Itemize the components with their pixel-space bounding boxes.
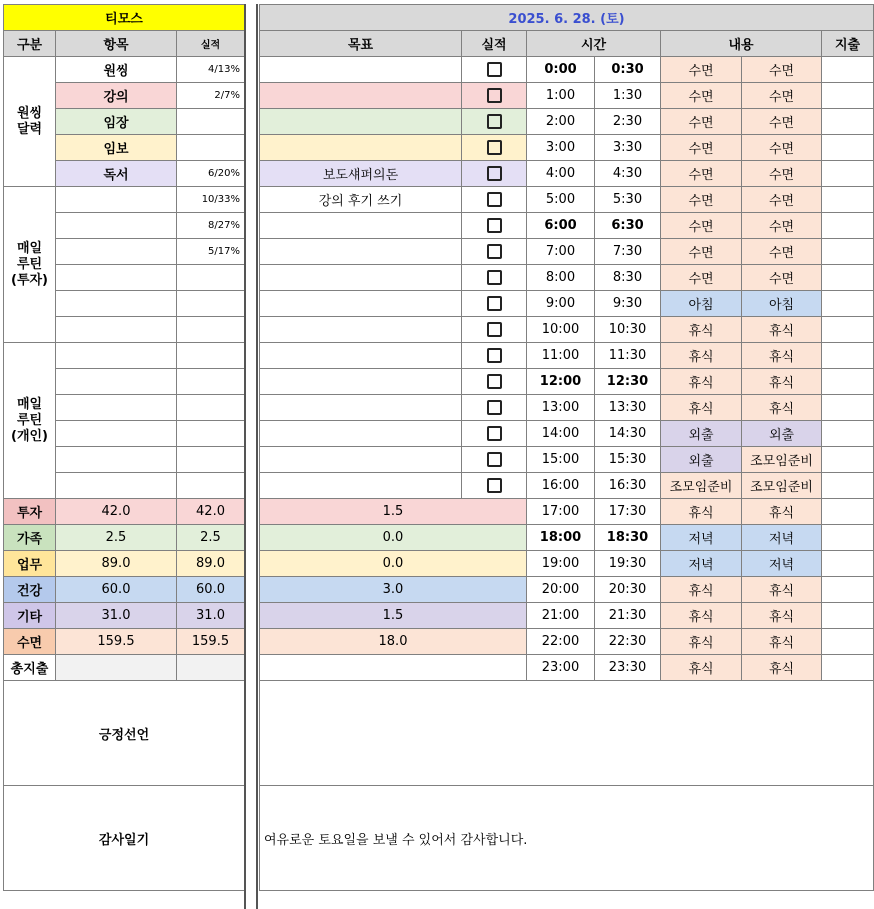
item-actual[interactable] xyxy=(177,421,245,447)
actual-checkbox-cell[interactable] xyxy=(462,447,527,473)
goal-cell[interactable] xyxy=(260,265,462,291)
item-actual[interactable] xyxy=(177,109,245,135)
content-cell[interactable]: 수면 xyxy=(742,239,822,265)
content-cell[interactable]: 휴식 xyxy=(661,395,742,421)
content-cell[interactable]: 외출 xyxy=(742,421,822,447)
time-half: 2:30 xyxy=(595,109,661,135)
content-cell[interactable]: 휴식 xyxy=(661,317,742,343)
time-half: 18:30 xyxy=(595,525,661,551)
checkbox-icon[interactable] xyxy=(487,374,502,389)
item-actual[interactable]: 5/17% xyxy=(177,239,245,265)
item-actual[interactable]: 6/20% xyxy=(177,161,245,187)
checkbox-icon[interactable] xyxy=(487,166,502,181)
content-cell[interactable]: 외출 xyxy=(661,447,742,473)
content-cell[interactable]: 휴식 xyxy=(742,395,822,421)
goal-cell[interactable] xyxy=(260,317,462,343)
expense-cell[interactable] xyxy=(822,161,874,187)
content-cell[interactable]: 수면 xyxy=(742,187,822,213)
goal-cell[interactable] xyxy=(260,473,462,499)
time-start: 1:00 xyxy=(527,83,595,109)
expense-cell[interactable] xyxy=(822,499,874,525)
content-cell[interactable]: 수면 xyxy=(742,83,822,109)
summary-label-family: 가족 xyxy=(4,525,56,551)
time-half: 11:30 xyxy=(595,343,661,369)
actual-checkbox-cell[interactable] xyxy=(462,135,527,161)
goal-cell[interactable] xyxy=(260,135,462,161)
header-time: 시간 xyxy=(527,31,661,57)
expense-cell[interactable] xyxy=(822,395,874,421)
summary-value: 42.0 xyxy=(177,499,245,525)
actual-checkbox-cell[interactable] xyxy=(462,395,527,421)
item-name[interactable] xyxy=(56,421,177,447)
content-cell[interactable]: 수면 xyxy=(661,57,742,83)
time-start: 3:00 xyxy=(527,135,595,161)
expense-cell[interactable] xyxy=(822,525,874,551)
goal-cell[interactable] xyxy=(260,57,462,83)
time-half: 0:30 xyxy=(595,57,661,83)
expense-cell[interactable] xyxy=(822,369,874,395)
content-cell[interactable]: 휴식 xyxy=(661,343,742,369)
content-cell[interactable]: 휴식 xyxy=(742,317,822,343)
item-name[interactable] xyxy=(56,265,177,291)
time-start: 0:00 xyxy=(527,57,595,83)
actual-checkbox-cell[interactable] xyxy=(462,421,527,447)
right-panel-table xyxy=(259,4,874,891)
panel-title: 티모스 xyxy=(4,5,245,31)
expense-cell[interactable] xyxy=(822,447,874,473)
actual-checkbox-cell[interactable] xyxy=(462,109,527,135)
summary-value: 159.5 xyxy=(56,629,177,655)
item-actual[interactable]: 10/33% xyxy=(177,187,245,213)
time-half: 12:30 xyxy=(595,369,661,395)
summary-value: 31.0 xyxy=(56,603,177,629)
total-expense-value[interactable] xyxy=(177,655,245,681)
checkbox-icon[interactable] xyxy=(487,400,502,415)
content-cell[interactable]: 수면 xyxy=(661,109,742,135)
item-name[interactable] xyxy=(56,291,177,317)
checkbox-icon[interactable] xyxy=(487,88,502,103)
time-half: 10:30 xyxy=(595,317,661,343)
content-cell[interactable]: 저녁 xyxy=(742,551,822,577)
checkbox-icon[interactable] xyxy=(487,218,502,233)
expense-cell[interactable] xyxy=(822,109,874,135)
content-cell[interactable]: 수면 xyxy=(742,109,822,135)
item-name[interactable] xyxy=(56,369,177,395)
summary-goal-value: 1.5 xyxy=(260,603,527,629)
expense-cell[interactable] xyxy=(822,629,874,655)
goal-cell[interactable] xyxy=(260,343,462,369)
item-actual[interactable] xyxy=(177,473,245,499)
content-cell[interactable]: 수면 xyxy=(661,213,742,239)
goal-cell[interactable]: 보도섀퍼의돈 xyxy=(260,161,462,187)
summary-goal-value: 1.5 xyxy=(260,499,527,525)
content-cell[interactable]: 수면 xyxy=(742,161,822,187)
content-cell[interactable]: 조모임준비 xyxy=(661,473,742,499)
time-half: 20:30 xyxy=(595,577,661,603)
time-half: 22:30 xyxy=(595,629,661,655)
item-actual[interactable] xyxy=(177,265,245,291)
checkbox-icon[interactable] xyxy=(487,348,502,363)
expense-cell[interactable] xyxy=(822,421,874,447)
checkbox-icon[interactable] xyxy=(487,296,502,311)
checkbox-icon[interactable] xyxy=(487,322,502,337)
goal-cell[interactable]: 강의 후기 쓰기 xyxy=(260,187,462,213)
time-half: 3:30 xyxy=(595,135,661,161)
content-cell[interactable]: 수면 xyxy=(742,57,822,83)
expense-cell[interactable] xyxy=(822,603,874,629)
content-cell[interactable]: 수면 xyxy=(661,265,742,291)
item-name[interactable]: 임보 xyxy=(56,135,177,161)
time-start: 19:00 xyxy=(527,551,595,577)
summary-label-other: 기타 xyxy=(4,603,56,629)
goal-cell[interactable] xyxy=(260,109,462,135)
goal-cell[interactable] xyxy=(260,291,462,317)
summary-value: 89.0 xyxy=(177,551,245,577)
expense-cell[interactable] xyxy=(822,317,874,343)
summary-label-sleep: 수면 xyxy=(4,629,56,655)
header-expense: 지출 xyxy=(822,31,874,57)
summary-value: 31.0 xyxy=(177,603,245,629)
goal-cell[interactable] xyxy=(260,83,462,109)
checkbox-icon[interactable] xyxy=(487,426,502,441)
date-header: 2025. 6. 28. (토) xyxy=(260,5,874,31)
content-cell[interactable]: 저녁 xyxy=(661,551,742,577)
time-start: 23:00 xyxy=(527,655,595,681)
expense-cell[interactable] xyxy=(822,291,874,317)
actual-checkbox-cell[interactable] xyxy=(462,343,527,369)
content-cell[interactable]: 저녁 xyxy=(742,525,822,551)
item-name[interactable] xyxy=(56,395,177,421)
actual-checkbox-cell[interactable] xyxy=(462,265,527,291)
time-half: 19:30 xyxy=(595,551,661,577)
item-name[interactable]: 독서 xyxy=(56,161,177,187)
actual-checkbox-cell[interactable] xyxy=(462,239,527,265)
expense-cell[interactable] xyxy=(822,83,874,109)
group-onething-calendar: 원씽 달력 xyxy=(4,57,56,187)
checkbox-icon[interactable] xyxy=(487,114,502,129)
actual-checkbox-cell[interactable] xyxy=(462,187,527,213)
item-actual[interactable]: 2/7% xyxy=(177,83,245,109)
time-start: 8:00 xyxy=(527,265,595,291)
goal-cell[interactable] xyxy=(260,239,462,265)
goal-cell[interactable] xyxy=(260,213,462,239)
item-name[interactable] xyxy=(56,343,177,369)
time-start: 6:00 xyxy=(527,213,595,239)
summary-value: 2.5 xyxy=(56,525,177,551)
content-cell[interactable]: 휴식 xyxy=(742,369,822,395)
content-cell[interactable]: 휴식 xyxy=(661,369,742,395)
goal-cell[interactable] xyxy=(260,447,462,473)
goal-cell[interactable] xyxy=(260,395,462,421)
time-start: 22:00 xyxy=(527,629,595,655)
item-actual[interactable] xyxy=(177,291,245,317)
content-cell[interactable]: 조모임준비 xyxy=(742,447,822,473)
content-cell[interactable]: 휴식 xyxy=(742,343,822,369)
time-half: 8:30 xyxy=(595,265,661,291)
content-cell[interactable]: 휴식 xyxy=(742,629,822,655)
content-cell[interactable]: 수면 xyxy=(661,239,742,265)
expense-cell[interactable] xyxy=(822,135,874,161)
total-expense-label: 총지출 xyxy=(4,655,56,681)
actual-checkbox-cell[interactable] xyxy=(462,57,527,83)
summary-goal-value: 0.0 xyxy=(260,525,527,551)
group-daily-routine-personal: 매일 루틴 (개인) xyxy=(4,343,56,499)
content-cell[interactable]: 수면 xyxy=(742,135,822,161)
item-name[interactable] xyxy=(56,473,177,499)
expense-cell[interactable] xyxy=(822,473,874,499)
content-cell[interactable]: 휴식 xyxy=(742,499,822,525)
time-start: 2:00 xyxy=(527,109,595,135)
header-item: 항목 xyxy=(56,31,177,57)
summary-value: 60.0 xyxy=(177,577,245,603)
time-half: 17:30 xyxy=(595,499,661,525)
expense-cell[interactable] xyxy=(822,655,874,681)
time-start: 14:00 xyxy=(527,421,595,447)
item-name[interactable] xyxy=(56,447,177,473)
total-expense-value[interactable] xyxy=(56,655,177,681)
actual-checkbox-cell[interactable] xyxy=(462,161,527,187)
actual-checkbox-cell[interactable] xyxy=(462,473,527,499)
time-half: 1:30 xyxy=(595,83,661,109)
expense-cell[interactable] xyxy=(822,213,874,239)
gratitude-label: 감사일기 xyxy=(4,786,245,891)
time-half: 7:30 xyxy=(595,239,661,265)
item-actual[interactable] xyxy=(177,317,245,343)
summary-label-work: 업무 xyxy=(4,551,56,577)
header-actual: 실적 xyxy=(462,31,527,57)
time-start: 18:00 xyxy=(527,525,595,551)
time-start: 15:00 xyxy=(527,447,595,473)
content-cell[interactable]: 조모임준비 xyxy=(742,473,822,499)
content-cell[interactable]: 수면 xyxy=(742,213,822,239)
content-cell[interactable]: 휴식 xyxy=(661,655,742,681)
content-cell[interactable]: 휴식 xyxy=(661,629,742,655)
expense-cell[interactable] xyxy=(822,577,874,603)
item-actual[interactable]: 4/13% xyxy=(177,57,245,83)
panel-divider xyxy=(244,4,258,909)
time-half: 16:30 xyxy=(595,473,661,499)
affirmation-label: 긍정선언 xyxy=(4,681,245,786)
content-cell[interactable]: 휴식 xyxy=(661,603,742,629)
item-name[interactable]: 강의 xyxy=(56,83,177,109)
item-actual[interactable] xyxy=(177,447,245,473)
goal-cell[interactable] xyxy=(260,421,462,447)
expense-cell[interactable] xyxy=(822,551,874,577)
expense-cell[interactable] xyxy=(822,265,874,291)
summary-value: 60.0 xyxy=(56,577,177,603)
summary-goal-value: 3.0 xyxy=(260,577,527,603)
time-start: 13:00 xyxy=(527,395,595,421)
summary-label-invest: 투자 xyxy=(4,499,56,525)
actual-checkbox-cell[interactable] xyxy=(462,83,527,109)
summary-value: 2.5 xyxy=(177,525,245,551)
summary-value: 42.0 xyxy=(56,499,177,525)
time-half: 13:30 xyxy=(595,395,661,421)
expense-cell[interactable] xyxy=(822,239,874,265)
time-half: 4:30 xyxy=(595,161,661,187)
left-panel-table xyxy=(3,4,245,891)
summary-goal-value: 0.0 xyxy=(260,551,527,577)
checkbox-icon[interactable] xyxy=(487,270,502,285)
group-daily-routine-invest: 매일 루틴 (투자) xyxy=(4,187,56,343)
content-cell[interactable]: 휴식 xyxy=(742,603,822,629)
time-half: 6:30 xyxy=(595,213,661,239)
time-start: 20:00 xyxy=(527,577,595,603)
time-start: 17:00 xyxy=(527,499,595,525)
gratitude-text[interactable]: 여유로운 토요일을 보낼 수 있어서 감사합니다. xyxy=(260,786,874,891)
checkbox-icon[interactable] xyxy=(487,140,502,155)
header-actual: 실적 xyxy=(177,31,245,57)
header-category: 구분 xyxy=(4,31,56,57)
time-start: 16:00 xyxy=(527,473,595,499)
time-start: 12:00 xyxy=(527,369,595,395)
item-actual[interactable] xyxy=(177,395,245,421)
time-start: 10:00 xyxy=(527,317,595,343)
content-cell[interactable]: 휴식 xyxy=(742,577,822,603)
item-actual[interactable]: 8/27% xyxy=(177,213,245,239)
content-cell[interactable]: 휴식 xyxy=(661,499,742,525)
summary-label-health: 건강 xyxy=(4,577,56,603)
item-name[interactable] xyxy=(56,317,177,343)
content-cell[interactable]: 저녁 xyxy=(661,525,742,551)
item-actual[interactable] xyxy=(177,135,245,161)
item-name[interactable] xyxy=(56,187,177,213)
content-cell[interactable]: 휴식 xyxy=(742,655,822,681)
checkbox-icon[interactable] xyxy=(487,244,502,259)
header-goal: 목표 xyxy=(260,31,462,57)
content-cell[interactable]: 휴식 xyxy=(661,577,742,603)
actual-checkbox-cell[interactable] xyxy=(462,317,527,343)
time-start: 4:00 xyxy=(527,161,595,187)
header-content: 내용 xyxy=(661,31,822,57)
time-half: 15:30 xyxy=(595,447,661,473)
content-cell[interactable]: 수면 xyxy=(742,265,822,291)
expense-cell[interactable] xyxy=(822,187,874,213)
checkbox-icon[interactable] xyxy=(487,452,502,467)
item-name[interactable] xyxy=(56,213,177,239)
time-start: 21:00 xyxy=(527,603,595,629)
content-cell[interactable]: 수면 xyxy=(661,135,742,161)
time-half: 14:30 xyxy=(595,421,661,447)
total-goal-cell[interactable] xyxy=(260,655,527,681)
summary-goal-value: 18.0 xyxy=(260,629,527,655)
content-cell[interactable]: 아침 xyxy=(742,291,822,317)
item-actual[interactable] xyxy=(177,369,245,395)
expense-cell[interactable] xyxy=(822,57,874,83)
time-start: 7:00 xyxy=(527,239,595,265)
content-cell[interactable]: 수면 xyxy=(661,161,742,187)
content-cell[interactable]: 수면 xyxy=(661,83,742,109)
item-name[interactable]: 임장 xyxy=(56,109,177,135)
time-half: 9:30 xyxy=(595,291,661,317)
content-cell[interactable]: 외출 xyxy=(661,421,742,447)
time-start: 11:00 xyxy=(527,343,595,369)
time-half: 23:30 xyxy=(595,655,661,681)
affirmation-text[interactable] xyxy=(260,681,874,786)
summary-value: 159.5 xyxy=(177,629,245,655)
summary-value: 89.0 xyxy=(56,551,177,577)
time-half: 21:30 xyxy=(595,603,661,629)
checkbox-icon[interactable] xyxy=(487,478,502,493)
time-half: 5:30 xyxy=(595,187,661,213)
time-start: 9:00 xyxy=(527,291,595,317)
checkbox-icon[interactable] xyxy=(487,192,502,207)
content-cell[interactable]: 수면 xyxy=(661,187,742,213)
goal-cell[interactable] xyxy=(260,369,462,395)
item-name[interactable]: 원씽 xyxy=(56,57,177,83)
actual-checkbox-cell[interactable] xyxy=(462,369,527,395)
actual-checkbox-cell[interactable] xyxy=(462,213,527,239)
actual-checkbox-cell[interactable] xyxy=(462,291,527,317)
expense-cell[interactable] xyxy=(822,343,874,369)
time-start: 5:00 xyxy=(527,187,595,213)
item-actual[interactable] xyxy=(177,343,245,369)
content-cell[interactable]: 아침 xyxy=(661,291,742,317)
checkbox-icon[interactable] xyxy=(487,62,502,77)
item-name[interactable] xyxy=(56,239,177,265)
